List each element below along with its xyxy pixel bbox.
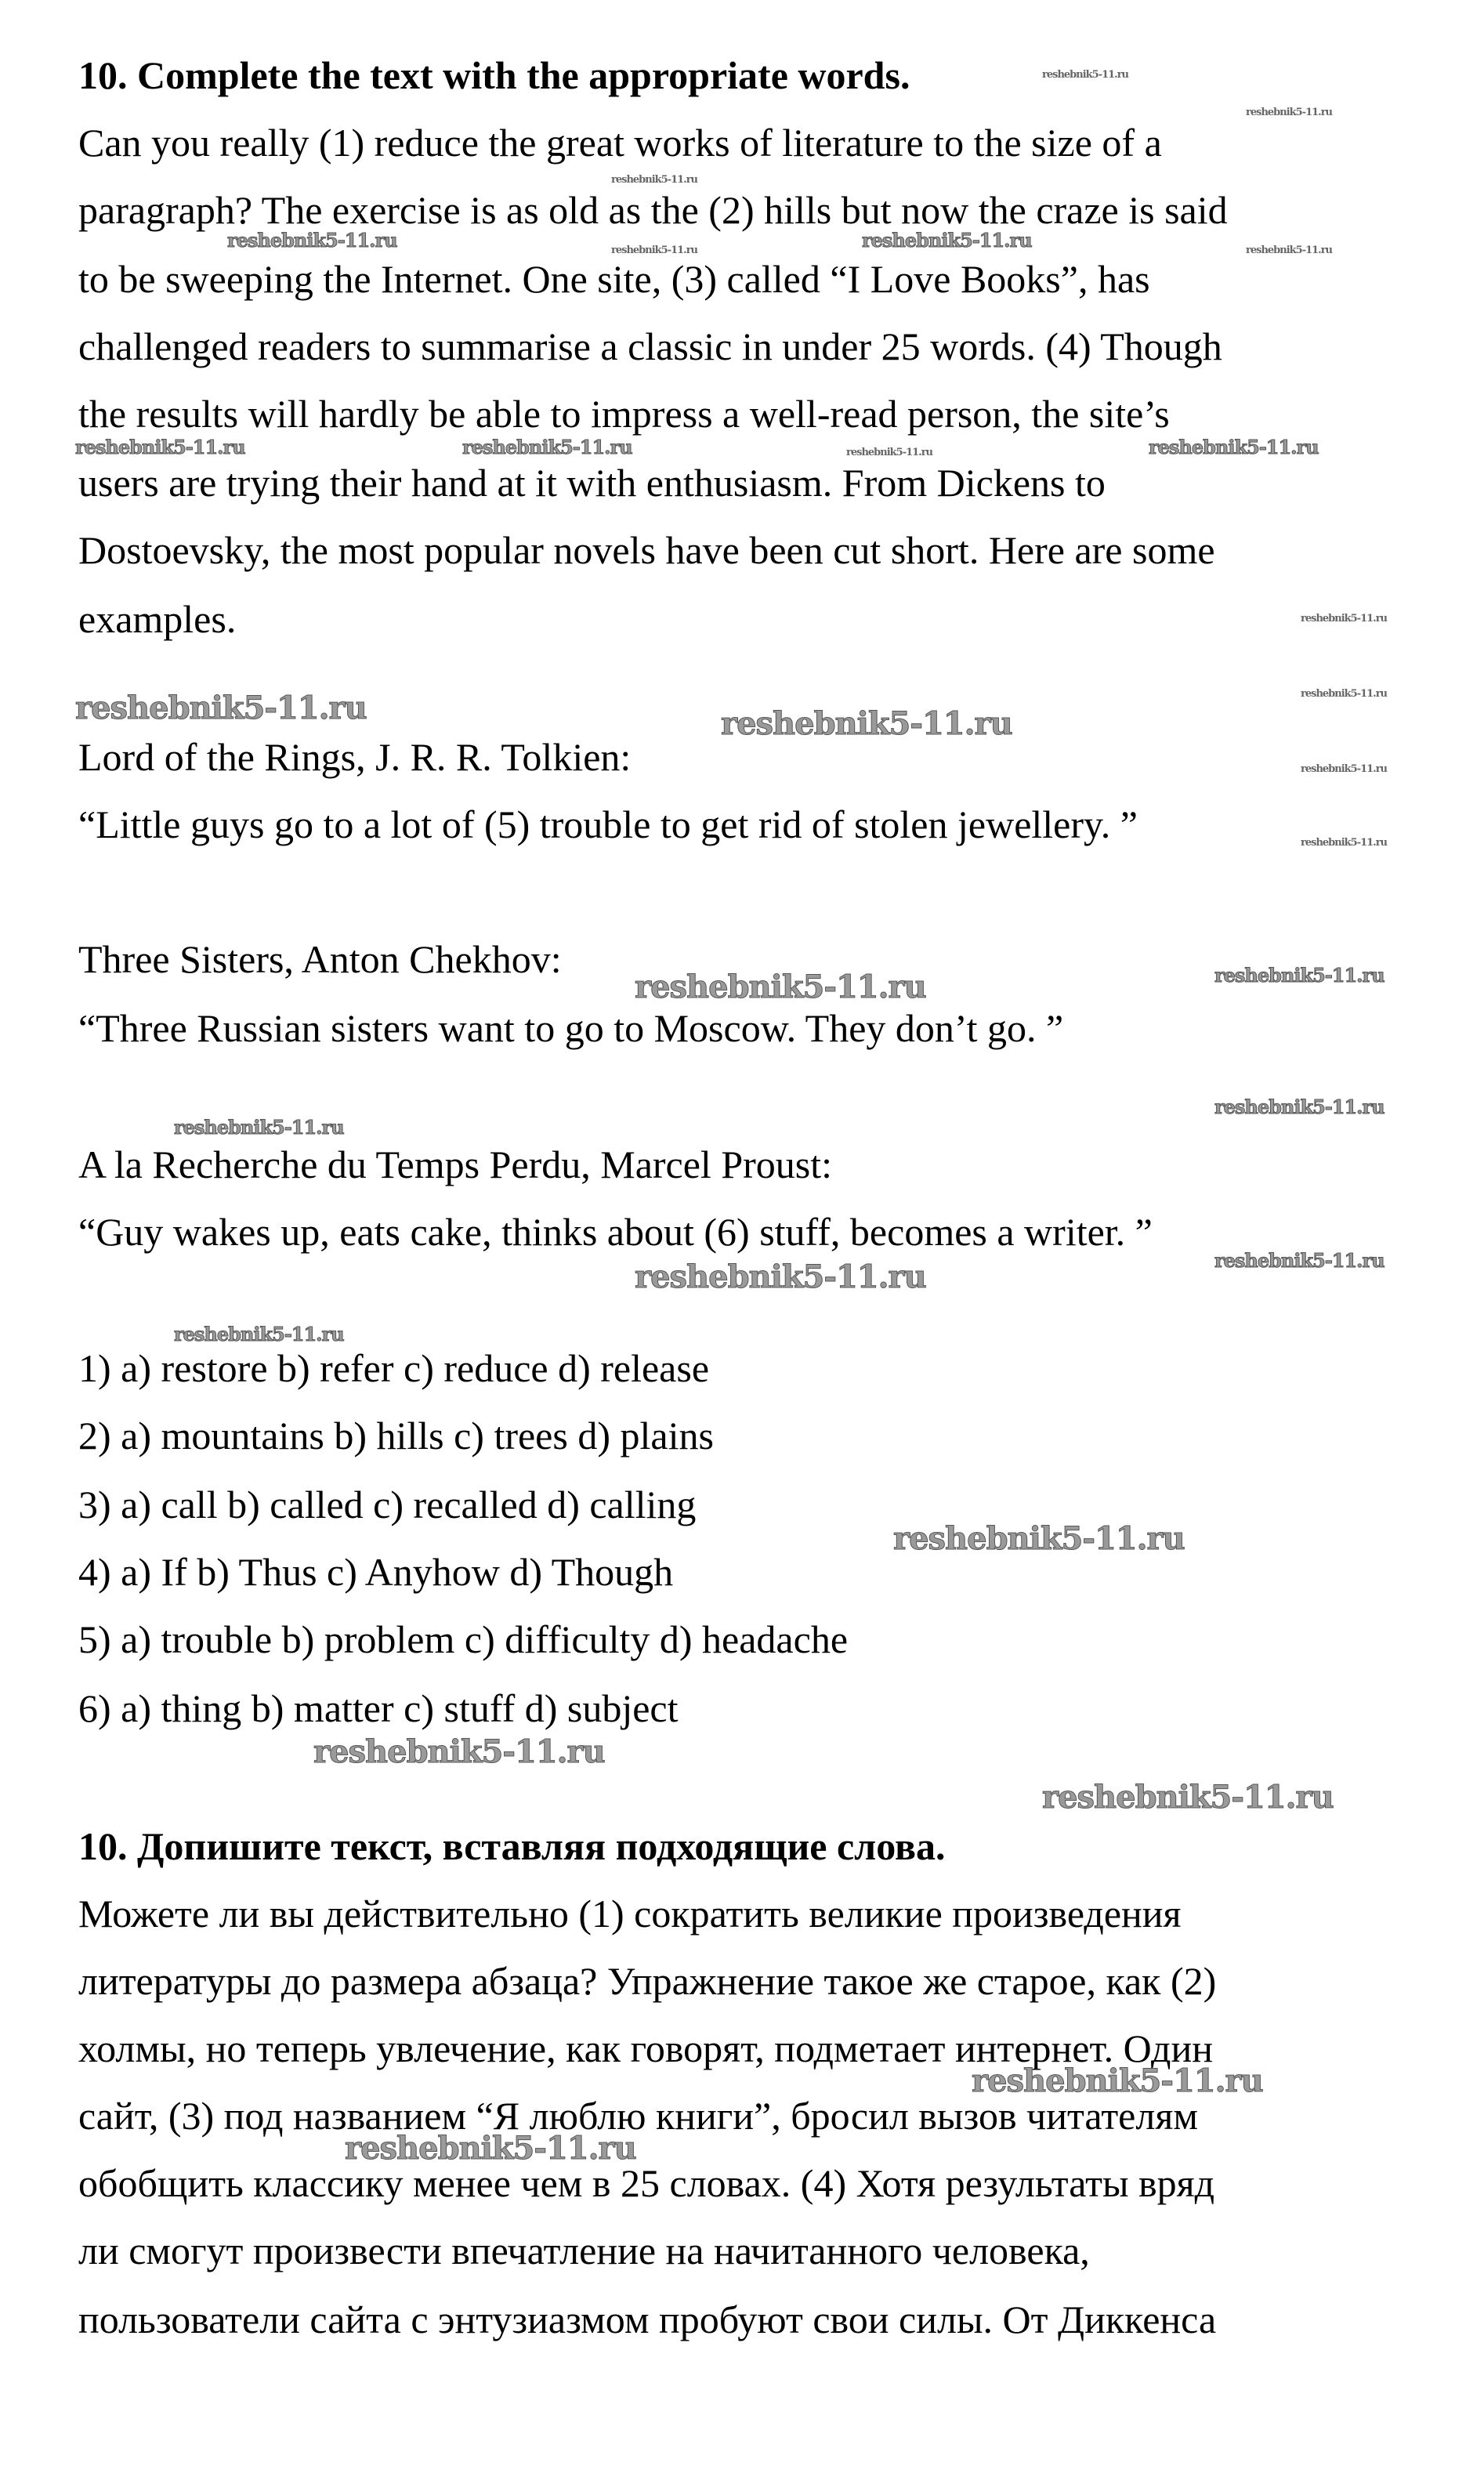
watermark: reshebnik5-11.ru bbox=[611, 174, 698, 186]
watermark: reshebnik5-11.ru bbox=[75, 436, 245, 458]
paragraph-line: challenged readers to summarise a classic in under 25 words. (4) Though bbox=[78, 324, 1222, 368]
paragraph-line: пользователи сайта с энтузиазмом пробуют свои силы. От Диккенса bbox=[78, 2298, 1217, 2341]
watermark: reshebnik5-11.ru bbox=[893, 1520, 1185, 1557]
watermark: reshebnik5-11.ru bbox=[1246, 244, 1333, 256]
paragraph-line: сайт, (3) под названием “Я люблю книги”, бросил вызов читателям bbox=[78, 2094, 1198, 2138]
answer-option-row: 4) a) If b) Thus c) Anyhow d) Though bbox=[78, 1550, 674, 1594]
answer-option-row: 1) a) restore b) refer c) reduce d) release bbox=[78, 1346, 710, 1390]
paragraph-line: paragraph? The exercise is as old as the (2) hills but now the craze is said bbox=[78, 188, 1228, 232]
watermark: reshebnik5-11.ru bbox=[1214, 964, 1384, 987]
watermark: reshebnik5-11.ru bbox=[75, 690, 367, 726]
watermark: reshebnik5-11.ru bbox=[611, 244, 698, 256]
paragraph-line: Can you really (1) reduce the great works of literature to the size of a bbox=[78, 121, 1162, 165]
example-work-title: Three Sisters, Anton Chekhov: bbox=[78, 937, 562, 981]
watermark: reshebnik5-11.ru bbox=[462, 436, 632, 458]
paragraph-line: Можете ли вы действительно (1) сократить великие произведения bbox=[78, 1892, 1182, 1936]
watermark: reshebnik5-11.ru bbox=[313, 1733, 605, 1770]
example-work-title: A la Recherche du Temps Perdu, Marcel Proust: bbox=[78, 1142, 833, 1186]
watermark: reshebnik5-11.ru bbox=[862, 229, 1032, 252]
watermark: reshebnik5-11.ru bbox=[1301, 837, 1388, 849]
watermark: reshebnik5-11.ru bbox=[227, 229, 397, 252]
watermark: reshebnik5-11.ru bbox=[1246, 107, 1333, 118]
answer-option-row: 6) a) thing b) matter c) stuff d) subject bbox=[78, 1686, 679, 1730]
watermark: reshebnik5-11.ru bbox=[635, 969, 926, 1005]
watermark: reshebnik5-11.ru bbox=[1214, 1249, 1384, 1272]
watermark: reshebnik5-11.ru bbox=[174, 1116, 344, 1139]
watermark: reshebnik5-11.ru bbox=[721, 705, 1012, 742]
answer-option-row: 5) a) trouble b) problem c) difficulty d) headache bbox=[78, 1617, 849, 1661]
answer-option-row: 2) a) mountains b) hills c) trees d) plains bbox=[78, 1414, 714, 1458]
example-summary: “Little guys go to a lot of (5) trouble to get rid of stolen jewellery. ” bbox=[78, 802, 1138, 846]
watermark: reshebnik5-11.ru bbox=[1301, 763, 1388, 775]
watermark: reshebnik5-11.ru bbox=[846, 447, 933, 458]
exercise-title-ru: 10. Допишите текст, вставляя подходящие слова. bbox=[78, 1824, 946, 1868]
answer-option-row: 3) a) call b) called c) recalled d) calling bbox=[78, 1483, 697, 1526]
example-work-title: Lord of the Rings, J. R. R. Tolkien: bbox=[78, 735, 632, 779]
watermark: reshebnik5-11.ru bbox=[1214, 1095, 1384, 1118]
paragraph-line: Dostoevsky, the most popular novels have been cut short. Here are some bbox=[78, 528, 1215, 572]
paragraph-line: холмы, но теперь увлечение, как говорят, подметает интернет. Один bbox=[78, 2026, 1213, 2070]
paragraph-line: обобщить классику менее чем в 25 словах. (4) Хотя результаты вряд bbox=[78, 2161, 1215, 2205]
watermark: reshebnik5-11.ru bbox=[174, 1323, 344, 1345]
example-summary: “Guy wakes up, eats cake, thinks about (6) stuff, becomes a writer. ” bbox=[78, 1210, 1153, 1254]
watermark: reshebnik5-11.ru bbox=[1042, 69, 1129, 81]
paragraph-line: литературы до размера абзаца? Упражнение такое же старое, как (2) bbox=[78, 1959, 1217, 2003]
watermark: reshebnik5-11.ru bbox=[1042, 1779, 1334, 1816]
watermark: reshebnik5-11.ru bbox=[1149, 436, 1319, 458]
watermark: reshebnik5-11.ru bbox=[972, 2062, 1263, 2099]
exercise-title-en: 10. Complete the text with the appropriate words. bbox=[78, 53, 910, 97]
watermark: reshebnik5-11.ru bbox=[1301, 688, 1388, 700]
paragraph-line: the results will hardly be able to impress a well-read person, the site’s bbox=[78, 392, 1170, 436]
paragraph-line: examples. bbox=[78, 597, 237, 641]
example-summary: “Three Russian sisters want to go to Moscow. They don’t go. ” bbox=[78, 1006, 1064, 1050]
watermark: reshebnik5-11.ru bbox=[1301, 613, 1388, 625]
paragraph-line: to be sweeping the Internet. One site, (3) called “I Love Books”, has bbox=[78, 257, 1150, 301]
paragraph-line: ли смогут произвести впечатление на начитанного человека, bbox=[78, 2229, 1090, 2272]
watermark: reshebnik5-11.ru bbox=[635, 1258, 926, 1295]
paragraph-line: users are trying their hand at it with enthusiasm. From Dickens to bbox=[78, 461, 1106, 505]
watermark: reshebnik5-11.ru bbox=[345, 2130, 636, 2167]
